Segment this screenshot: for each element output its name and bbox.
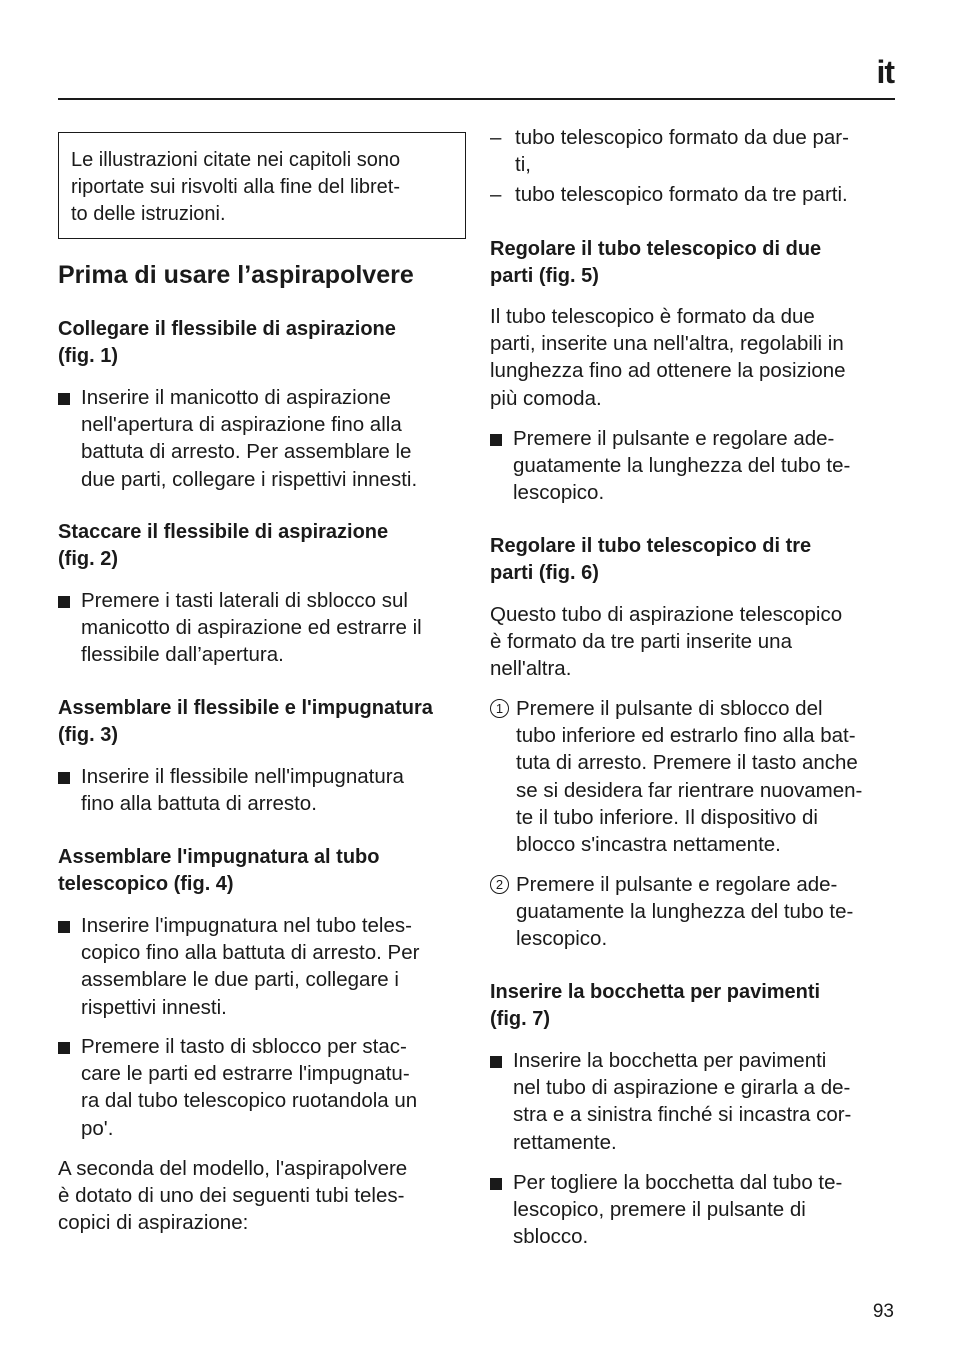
subheading-text: Inserire la bocchetta per pavimenti (fig. 7) <box>490 981 821 1031</box>
step-text: Premere il pulsante e regolare ade- guatamente la lunghezza del tubo te- lescopico. <box>516 873 854 951</box>
dash-marker: – <box>490 126 502 149</box>
dash-item <box>490 124 898 178</box>
list-item <box>490 425 898 507</box>
numbered-step <box>490 871 898 953</box>
paragraph-text: Questo tubo di aspirazione telescopico è formato da tre parti inserite una nell'altra. <box>490 603 843 681</box>
step-number-icon: 1 <box>490 699 509 718</box>
paragraph-text: Il tubo telescopico è formato da due parti, inserite una nell'altra, regolabili in lunghezza fino ad ottenere la posizione più comoda. <box>490 305 846 410</box>
paragraph-due-parti <box>490 303 898 412</box>
bullet-icon <box>58 393 70 405</box>
dash-item-text: tubo telescopico formato da due par- ti, <box>515 126 849 177</box>
subheading-text: Assemblare l'impugnatura al tubo telescopico (fig. 4) <box>58 846 380 896</box>
bullet-icon <box>58 1042 70 1054</box>
list-item-text: Premere il pulsante e regolare ade- guatamente la lunghezza del tubo te- lescopico. <box>513 427 851 505</box>
subheading-staccare <box>58 519 466 573</box>
note-text: Le illustrazioni citate nei capitoli sono riportate sui risvolti alla fine del libret- to delle istruzioni. <box>71 149 401 226</box>
bullet-icon <box>58 921 70 933</box>
list-item <box>58 912 466 1021</box>
dash-marker: – <box>490 183 502 206</box>
bullet-icon <box>490 434 502 446</box>
subheading-text: Collegare il flessibile di aspirazione (fig. 1) <box>58 318 396 368</box>
list-item <box>58 384 466 493</box>
list-item-text: Premere il tasto di sblocco per stac- care le parti ed estrarre l'impugnatu- ra dal tubo telescopico ruotandola un po'. <box>81 1035 418 1140</box>
list-item-text: Inserire la bocchetta per pavimenti nel tubo di aspirazione e girarla a de- stra e a sinistra finché si incastra cor- rettamente. <box>513 1049 852 1154</box>
paragraph-text: A seconda del modello, l'aspirapolvere è dotato di uno dei seguenti tubi teles- copici di aspirazione: <box>58 1157 408 1235</box>
section-heading-block <box>58 260 466 290</box>
list-item <box>490 1169 898 1251</box>
step-text: Premere il pulsante di sblocco del tubo inferiore ed estrarlo fino alla bat- tuta di arresto. Premere il tasto anche se si desidera far rientrare nuovamen- te il tubo inferiore. Il dispositivo di blocco s'incastra nettamente. <box>516 697 863 857</box>
list-item-text: Inserire l'impugnatura nel tubo teles- copico fino alla battuta di arresto. Per assemblare le due parti, collegare i rispettivi innesti. <box>81 914 420 1019</box>
bullet-icon <box>490 1056 502 1068</box>
list-item <box>58 1033 466 1142</box>
paragraph-tre-parti <box>490 601 898 683</box>
numbered-step <box>490 695 898 858</box>
list-item <box>58 763 466 817</box>
bullet-icon <box>490 1178 502 1190</box>
bullet-icon <box>58 772 70 784</box>
list-item <box>58 587 466 669</box>
header-rule <box>58 98 895 100</box>
bullet-icon <box>58 596 70 608</box>
subheading-assemblare-impugnatura <box>58 844 466 898</box>
subheading-tre-parti <box>490 533 898 587</box>
subheading-assemblare-flessibile <box>58 695 466 749</box>
dash-item-text: tubo telescopico formato da tre parti. <box>515 183 848 206</box>
list-item <box>490 1047 898 1156</box>
subheading-bocchetta <box>490 979 898 1033</box>
subheading-text: Assemblare il flessibile e l'impugnatura (fig. 3) <box>58 697 433 747</box>
subheading-text: Regolare il tubo telescopico di due parti (fig. 5) <box>490 238 822 288</box>
subheading-text: Staccare il flessibile di aspirazione (fig. 2) <box>58 521 389 571</box>
section-title: Prima di usare l’aspirapolvere <box>58 261 414 289</box>
language-code: it <box>876 54 894 90</box>
subheading-collegare <box>58 316 466 370</box>
list-item-text: Inserire il manicotto di aspirazione nell'apertura di aspirazione fino alla battuta di arresto. Per assemblare le due parti, collegare i rispettivi innesti. <box>81 386 418 491</box>
list-item-text: Inserire il flessibile nell'impugnatura fino alla battuta di arresto. <box>81 765 404 816</box>
subheading-due-parti <box>490 236 898 290</box>
step-number-icon: 2 <box>490 875 509 894</box>
page-number: 93 <box>872 1301 894 1322</box>
list-item-text: Premere i tasti laterali di sblocco sul manicotto di aspirazione ed estrarre il flessibile dall’apertura. <box>81 589 422 667</box>
note-box <box>58 132 466 239</box>
dash-item <box>490 181 898 208</box>
subheading-text: Regolare il tubo telescopico di tre parti (fig. 6) <box>490 535 812 585</box>
paragraph-modello <box>58 1155 466 1237</box>
list-item-text: Per togliere la bocchetta dal tubo te- lescopico, premere il pulsante di sblocco. <box>513 1171 843 1249</box>
